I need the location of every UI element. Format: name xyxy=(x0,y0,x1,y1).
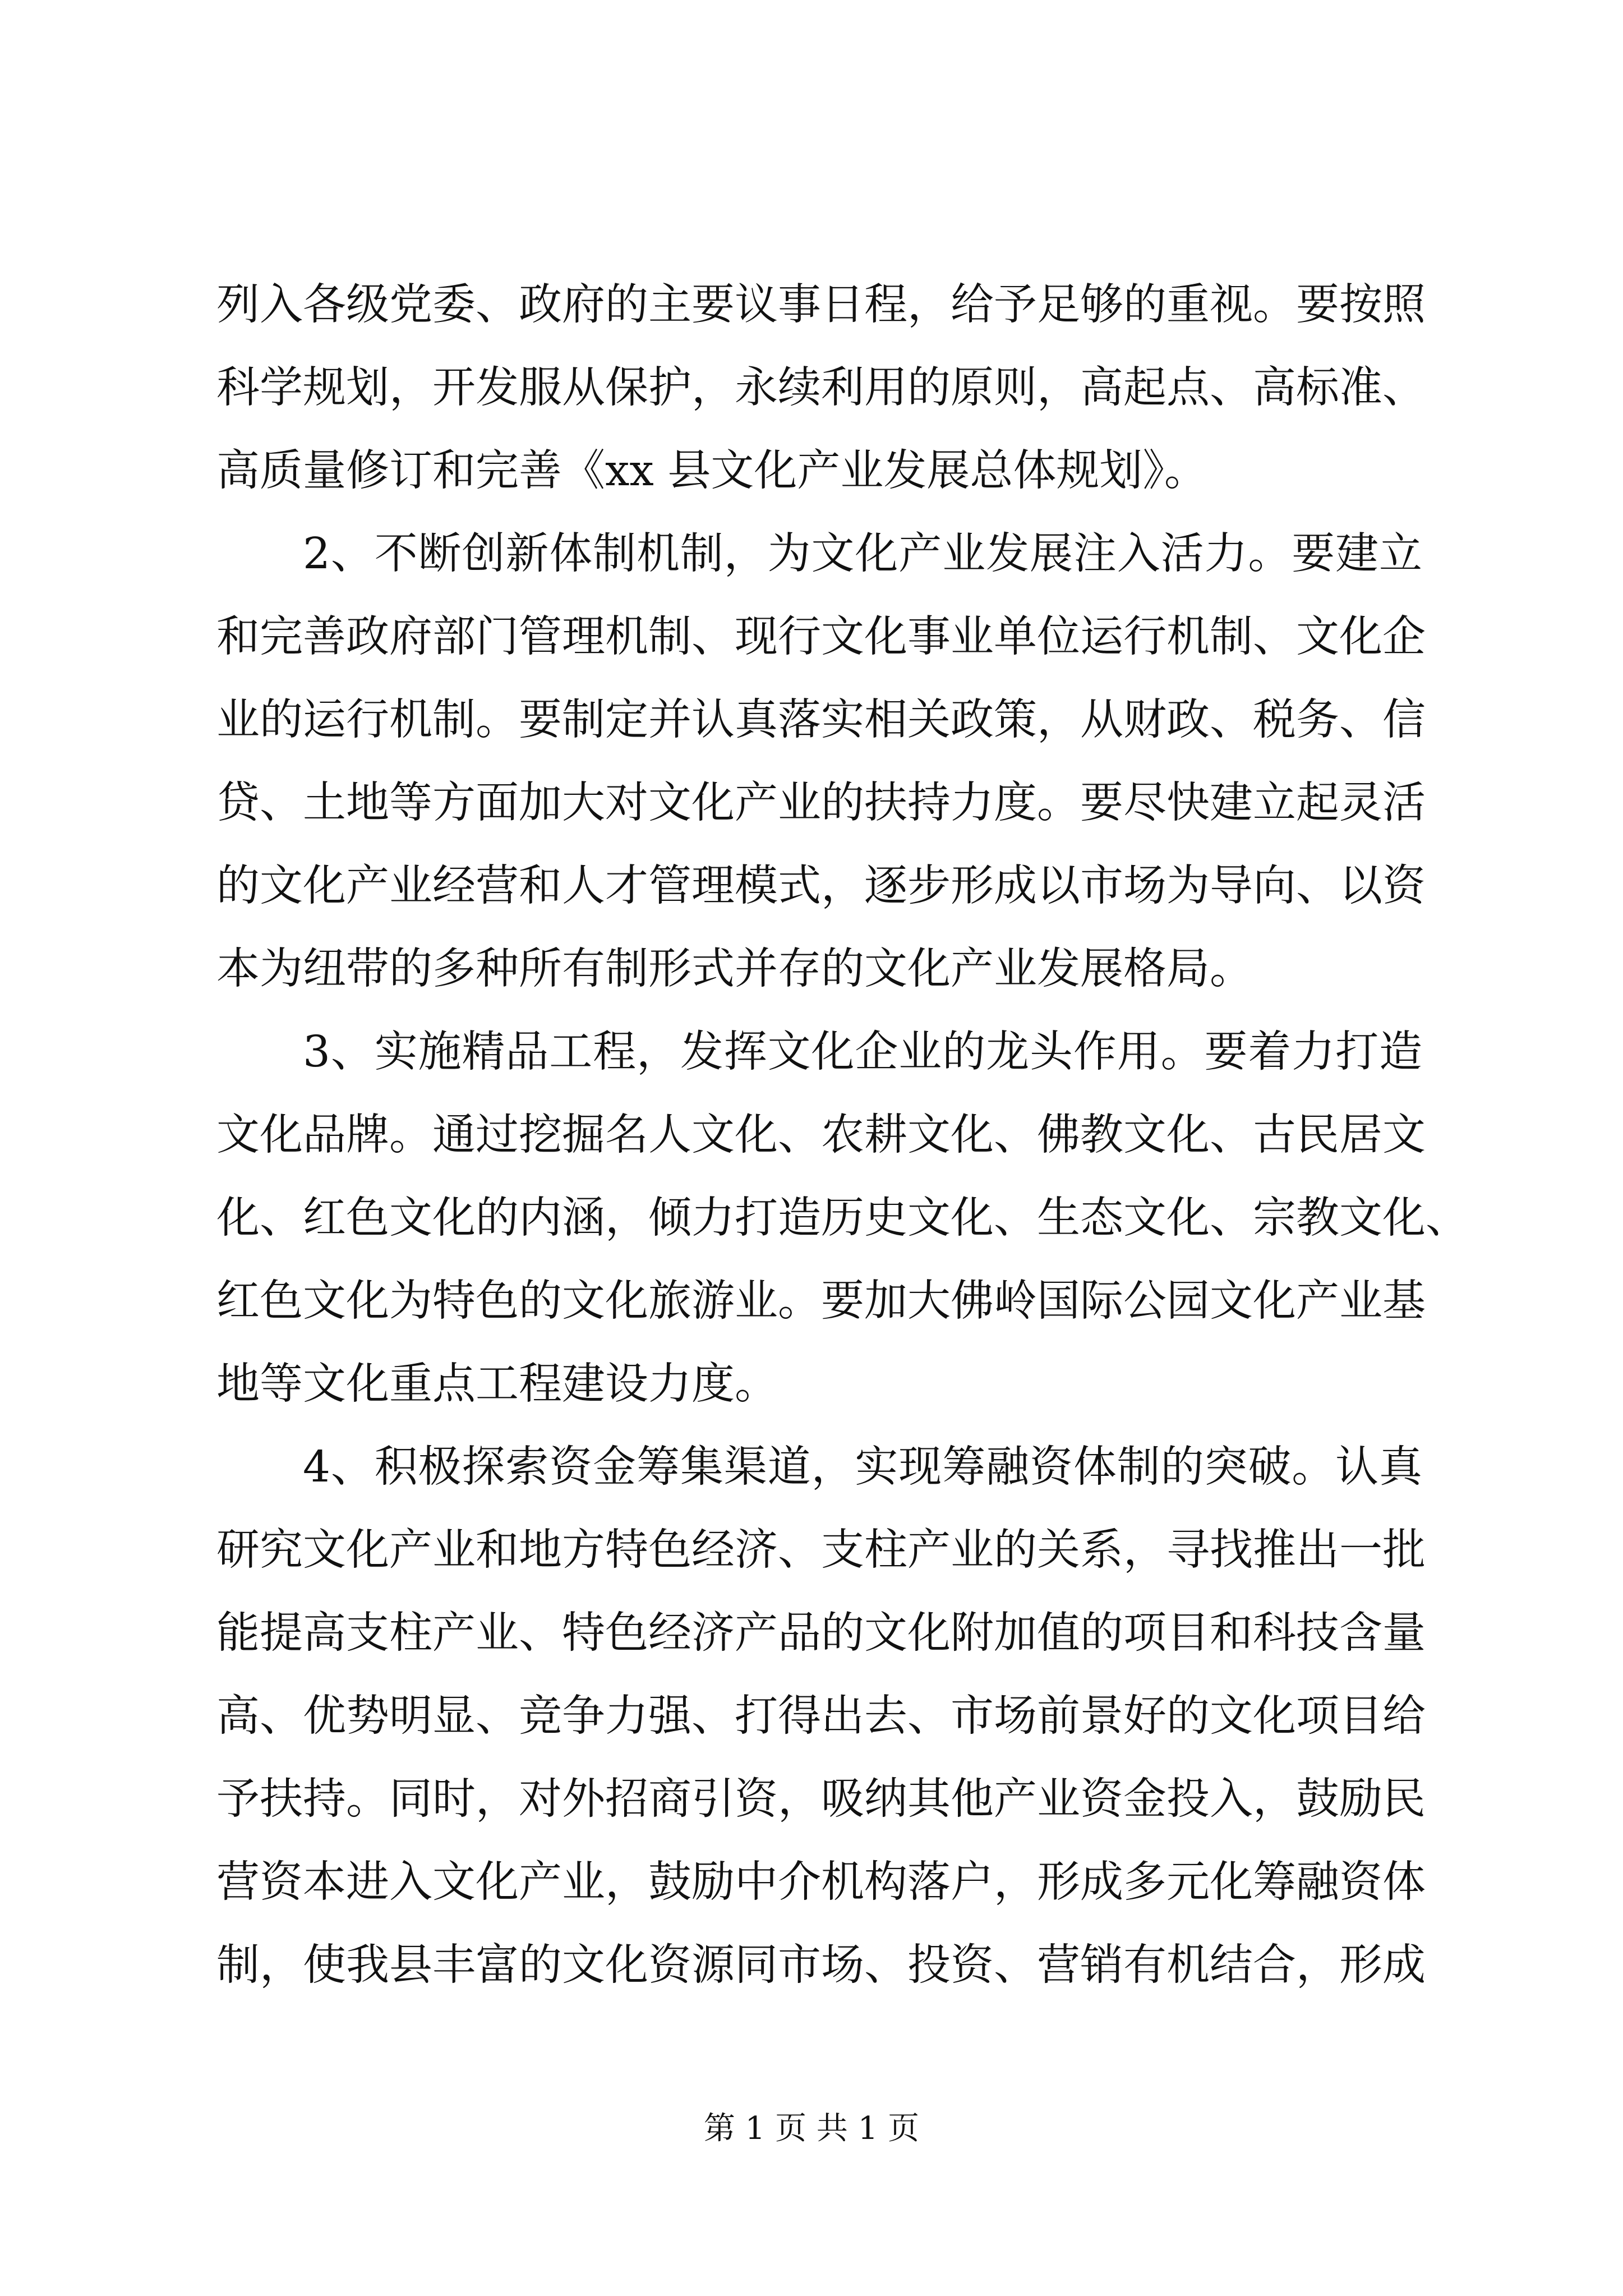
text-line: 高质量修订和完善《xx 县文化产业发展总体规划》。 xyxy=(216,446,1207,496)
body-text xyxy=(216,264,1469,2007)
text-line: 营资本进入文化产业，鼓励中介机构落户，形成多元化筹融资体 xyxy=(216,1857,1426,1907)
text-line: 业的运行机制。要制定并认真落实相关政策，从财政、税务、信 xyxy=(216,695,1426,745)
text-line: 和完善政府部门管理机制、现行文化事业单位运行机制、文化企 xyxy=(216,612,1426,662)
text-line: 文化品牌。通过挖掘名人文化、农耕文化、佛教文化、古民居文 xyxy=(216,1110,1426,1160)
text-line: 本为纽带的多种所有制形式并存的文化产业发展格局。 xyxy=(216,944,1253,994)
paragraph xyxy=(216,1426,1426,2007)
text-line: 能提高支柱产业、特色经济产品的文化附加值的项目和科技含量 xyxy=(216,1608,1426,1658)
text-line: 红色文化为特色的文化旅游业。要加大佛岭国际公园文化产业基 xyxy=(216,1276,1426,1326)
text-line: 科学规划，开发服从保护，永续利用的原则，高起点、高标准、 xyxy=(216,363,1426,413)
text-line: 的文化产业经营和人才管理模式，逐步形成以市场为导向、以资 xyxy=(216,861,1426,911)
paragraph xyxy=(216,513,1426,1011)
text-line: 制，使我县丰富的文化资源同市场、投资、营销有机结合，形成 xyxy=(216,1940,1426,1990)
text-line: 高、优势明显、竞争力强、打得出去、市场前景好的文化项目给 xyxy=(216,1691,1426,1741)
text-line: 化、红色文化的内涵，倾力打造历史文化、生态文化、宗教文化、 xyxy=(216,1193,1469,1243)
paragraph xyxy=(216,264,1426,513)
text-line: 列入各级党委、政府的主要议事日程，给予足够的重视。要按照 xyxy=(216,280,1426,330)
text-line: 地等文化重点工程建设力度。 xyxy=(216,1359,778,1409)
text-line: 予扶持。同时，对外招商引资，吸纳其他产业资金投入，鼓励民 xyxy=(216,1774,1426,1824)
page-footer: 第 1 页 共 1 页 xyxy=(703,2110,920,2147)
text-line: 4、积极探索资金筹集渠道，实现筹融资体制的突破。认真 xyxy=(303,1442,1422,1492)
text-line: 3、实施精品工程，发挥文化企业的龙头作用。要着力打造 xyxy=(303,1027,1422,1077)
text-line: 贷、土地等方面加大对文化产业的扶持力度。要尽快建立起灵活 xyxy=(216,778,1426,828)
text-line: 2、不断创新体制机制，为文化产业发展注入活力。要建立 xyxy=(303,529,1422,579)
text-line: 研究文化产业和地方特色经济、支柱产业的关系，寻找推出一批 xyxy=(216,1525,1426,1575)
paragraph xyxy=(216,1011,1469,1426)
